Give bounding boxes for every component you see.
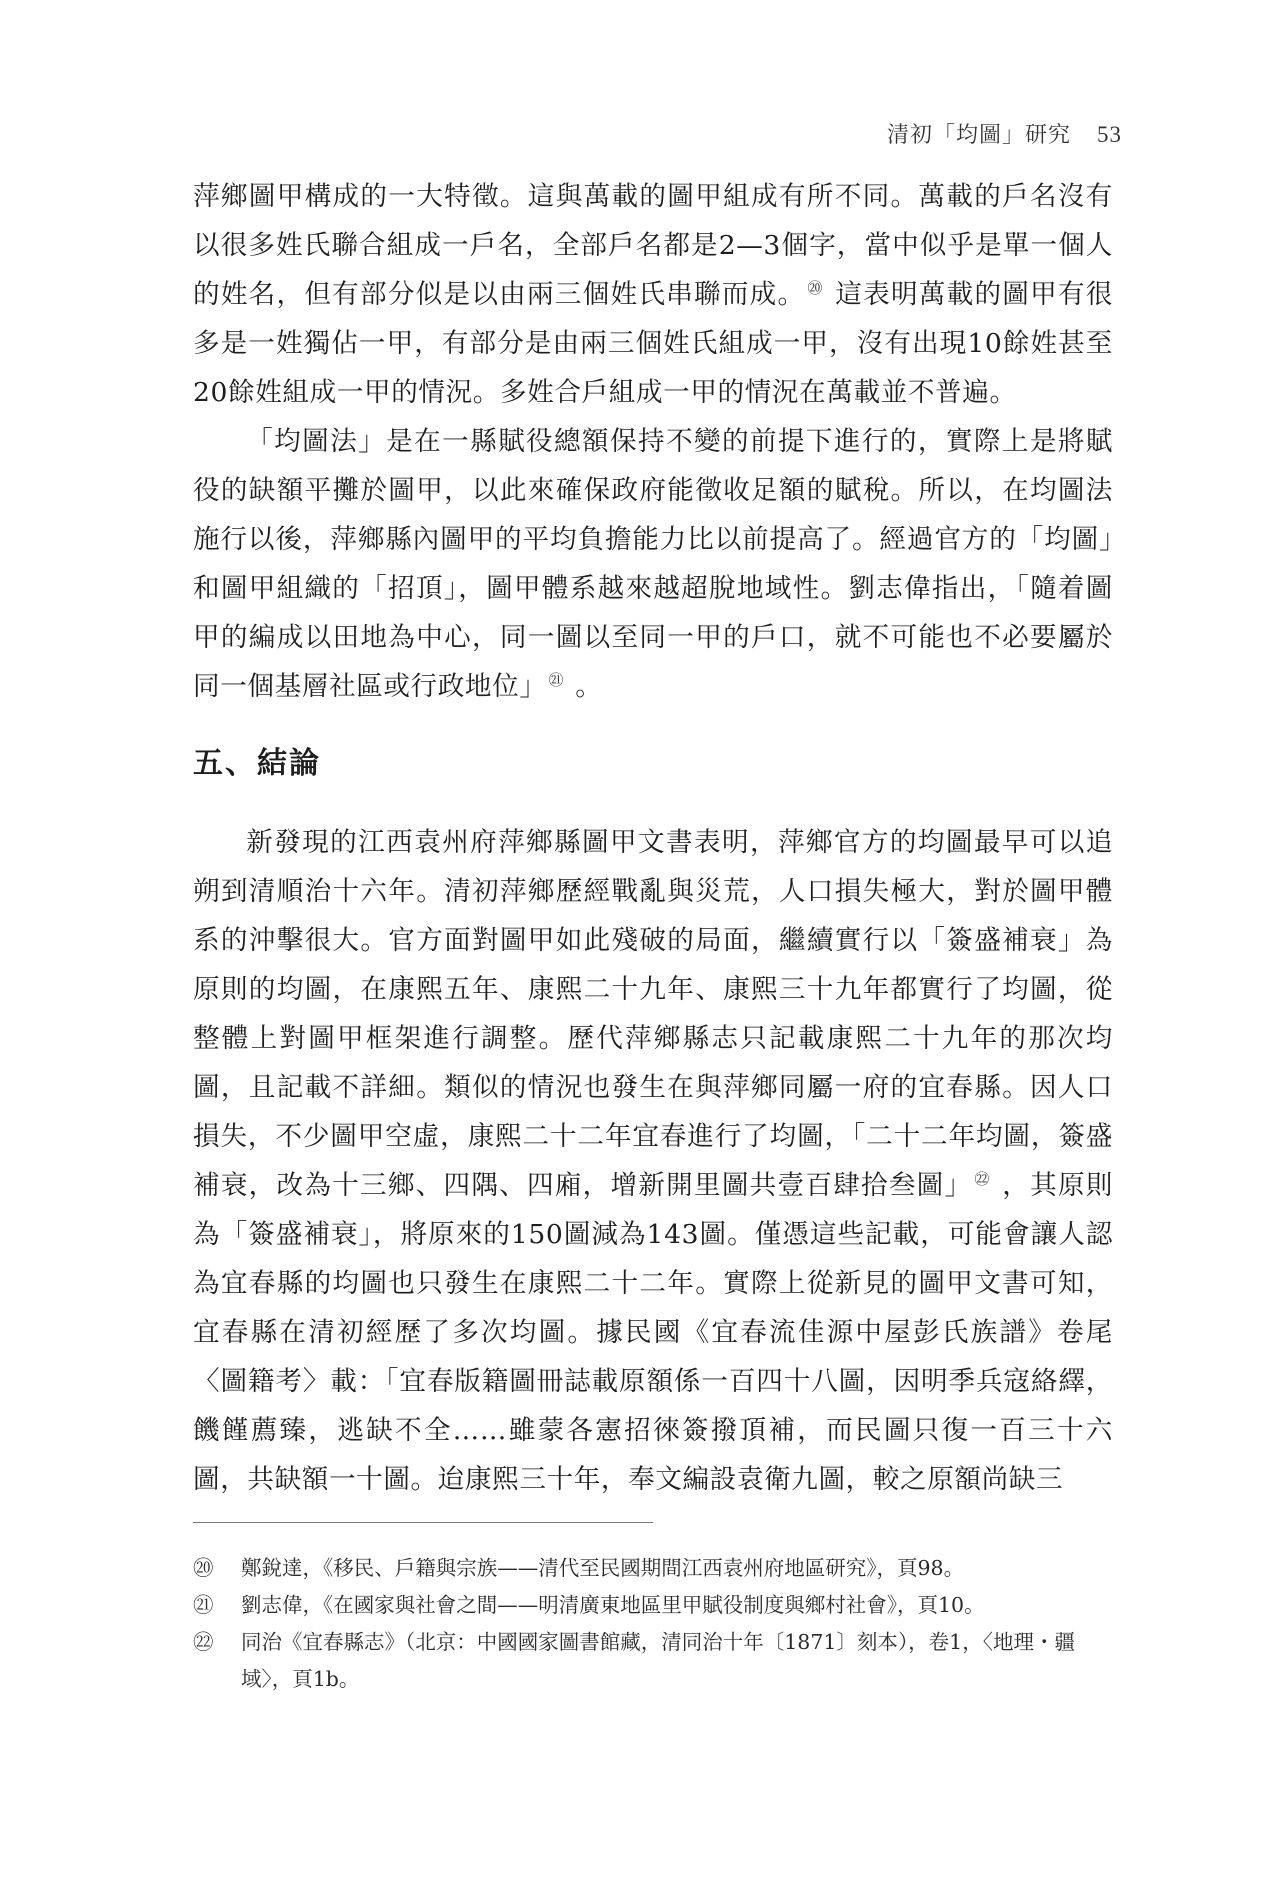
footnote-ref-70[interactable]: ⑳ [807,279,824,298]
footnote-divider [193,1522,653,1523]
paragraph-text: ，其原則為「簽盛補衰」，將原來的150圖減為143圖。僅憑這些記載，可能會讓人認為宜春縣的均圖也只發生在康熙二十二年。實際上從新見的圖甲文書可知，宜春縣在清初經歷了多次均圖。據民國《宜春流佳源中屋彭氏族譜》卷尾〈圖籍考〉載：「宜春版籍圖冊誌載原額係一百四十八圖，因明季兵寇絡繹，饑饉薦臻，逃缺不全……雖蒙各憲招徠簽撥頂補，而民圖只復一百三十六圖，共缺額一十圖。迨康熙三十年，奉文編設袁衛九圖，較之原額尚缺三 [193,1170,1113,1495]
paragraph-text: 這表明萬載的圖甲有很多是一姓獨佔一甲，有部分是由兩三個姓氏組成一甲，沒有出現10餘姓甚至20餘姓組成一甲的情況。多姓合戶組成一甲的情況在萬載並不普遍。 [193,279,1114,408]
running-head-title: 清初「均圖」研究 [886,123,1071,148]
paragraph-text: 「均圖法」是在一縣賦役總額保持不變的前提下進行的，實際上是將賦役的缺額平攤於圖甲，以此來確保政府能徵收足額的賦稅。所以，在均圖法施行以後，萍鄉縣內圖甲的平均負擔能力比以前提高了。經過官方的「均圖」和圖甲組織的「招頂」，圖甲體系越來越超脫地域性。劉志偉指出，「隨着圖甲的編成以田地為中心，同一圖以至同一甲的戶口，就不可能也不必要屬於同一個基層社區或行政地位」 [193,426,1113,702]
paragraph [193,172,1113,417]
page-number: 53 [1097,122,1122,147]
footnote-mark: ㉒ [193,1630,214,1654]
section-body-1 [193,172,1113,711]
paragraph-text: 。 [566,671,603,702]
footnotes [193,1550,1113,1698]
paragraph [193,818,1113,1504]
paragraph [193,417,1113,711]
footnote [193,1624,1113,1698]
footnote-text: 同治《宜春縣志》（北京：中國國家圖書館藏，清同治十年〔1871〕刻本），卷1，〈地理・疆域〉，頁1b。 [241,1630,1075,1691]
paragraph-text: 新發現的江西袁州府萍鄉縣圖甲文書表明，萍鄉官方的均圖最早可以追朔到清順治十六年。清初萍鄉歷經戰亂與災荒，人口損失極大，對於圖甲體系的沖擊很大。官方面對圖甲如此殘破的局面，繼續實行以「簽盛補衰」為原則的均圖，在康熙五年、康熙二十九年、康熙三十九年都實行了均圖，從整體上對圖甲框架進行調整。歷代萍鄉縣志只記載康熙二十九年的那次均圖，且記載不詳細。類似的情況也發生在與萍鄉同屬一府的宜春縣。因人口損失，不少圖甲空虛，康熙二十二年宜春進行了均圖，「二十二年均圖，簽盛補衰，改為十三鄉、四隅、四廂，增新開里圖共壹百肆拾叁圖」 [193,827,1113,1201]
footnote-ref-72[interactable]: ㉒ [974,1170,991,1189]
running-head [887,118,1122,149]
footnote-text: 鄭銳達，《移民、戶籍與宗族——清代至民國期間江西袁州府地區研究》，頁98。 [241,1556,965,1580]
footnote [193,1587,1113,1624]
section-body-2 [193,818,1113,1504]
footnote-mark: ㉑ [193,1593,214,1617]
footnote-mark: ⑳ [193,1556,214,1580]
paragraph-text: 萍鄉圖甲構成的一大特徵。這與萬載的圖甲組成有所不同。萬載的戶名沒有以很多姓氏聯合組成一戶名，全部戶名都是2—3個字，當中似乎是單一個人的姓名，但有部分似是以由兩三個姓氏串聯而成。 [193,181,1113,310]
footnote [193,1550,1113,1587]
footnote-ref-71[interactable]: ㉑ [548,671,565,690]
footnote-text: 劉志偉，《在國家與社會之間——明清廣東地區里甲賦役制度與鄉村社會》，頁10。 [241,1593,985,1617]
section-heading: 五、結論 [193,746,321,781]
